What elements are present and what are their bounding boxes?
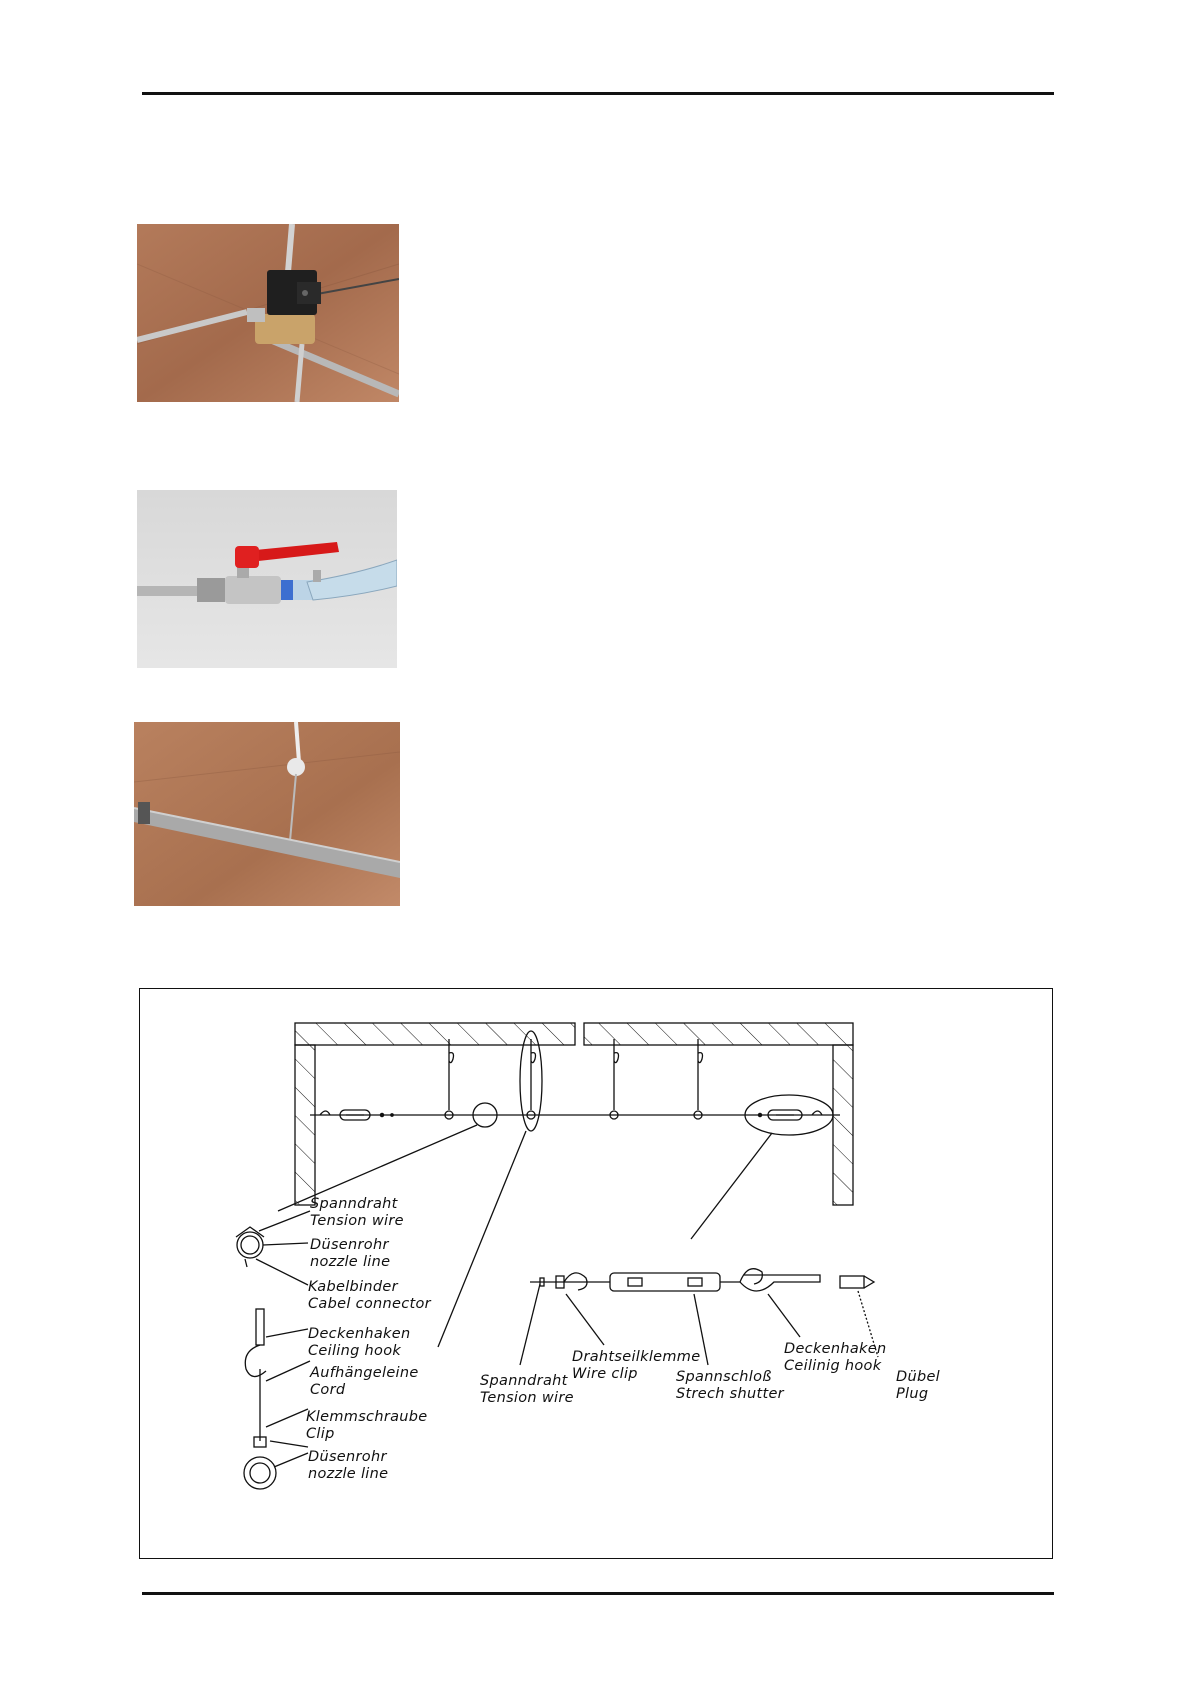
suspension-diagram <box>139 988 1053 1559</box>
ceiling-hook-left-en: Ceiling hook <box>308 1343 402 1359</box>
tension-wire-en: Tension wire <box>310 1213 404 1229</box>
plug-en: Plug <box>896 1386 929 1402</box>
plug-de: Dübel <box>896 1369 941 1385</box>
nozzle-line-2-en: nozzle line <box>308 1466 389 1482</box>
tension-wire-de: Spanndraht <box>310 1196 398 1212</box>
strech-shutter-en: Strech shutter <box>676 1386 784 1402</box>
cord-de: Aufhängeleine <box>310 1365 419 1381</box>
ceiling-hook-right-en: Ceilinig hook <box>784 1358 882 1374</box>
header-rule <box>142 92 1054 95</box>
cable-connector-de: Kabelbinder <box>308 1279 398 1295</box>
wire-clip-en: Wire clip <box>572 1366 638 1382</box>
ceiling-hook-left-de: Deckenhaken <box>308 1326 411 1342</box>
wire-clip-de: Drahtseilklemme <box>572 1349 701 1365</box>
clip-de: Klemmschraube <box>306 1409 428 1425</box>
photo-ball-valve <box>137 490 397 668</box>
ceiling-hook-right-de: Deckenhaken <box>784 1341 887 1357</box>
strech-shutter-de: Spannschloß <box>676 1369 772 1385</box>
tension-wire-2-en: Tension wire <box>480 1390 574 1406</box>
nozzle-line-de: Düsenrohr <box>310 1237 389 1253</box>
nozzle-line-2-de: Düsenrohr <box>308 1449 387 1465</box>
footer-rule <box>142 1592 1054 1595</box>
nozzle-line-en: nozzle line <box>310 1254 391 1270</box>
photo-suspension <box>134 722 400 906</box>
cable-connector-en: Cabel connector <box>308 1296 431 1312</box>
photo-solenoid-valve <box>137 224 399 402</box>
cord-en: Cord <box>310 1382 346 1398</box>
tension-wire-2-de: Spanndraht <box>480 1373 568 1389</box>
clip-en: Clip <box>306 1426 335 1442</box>
